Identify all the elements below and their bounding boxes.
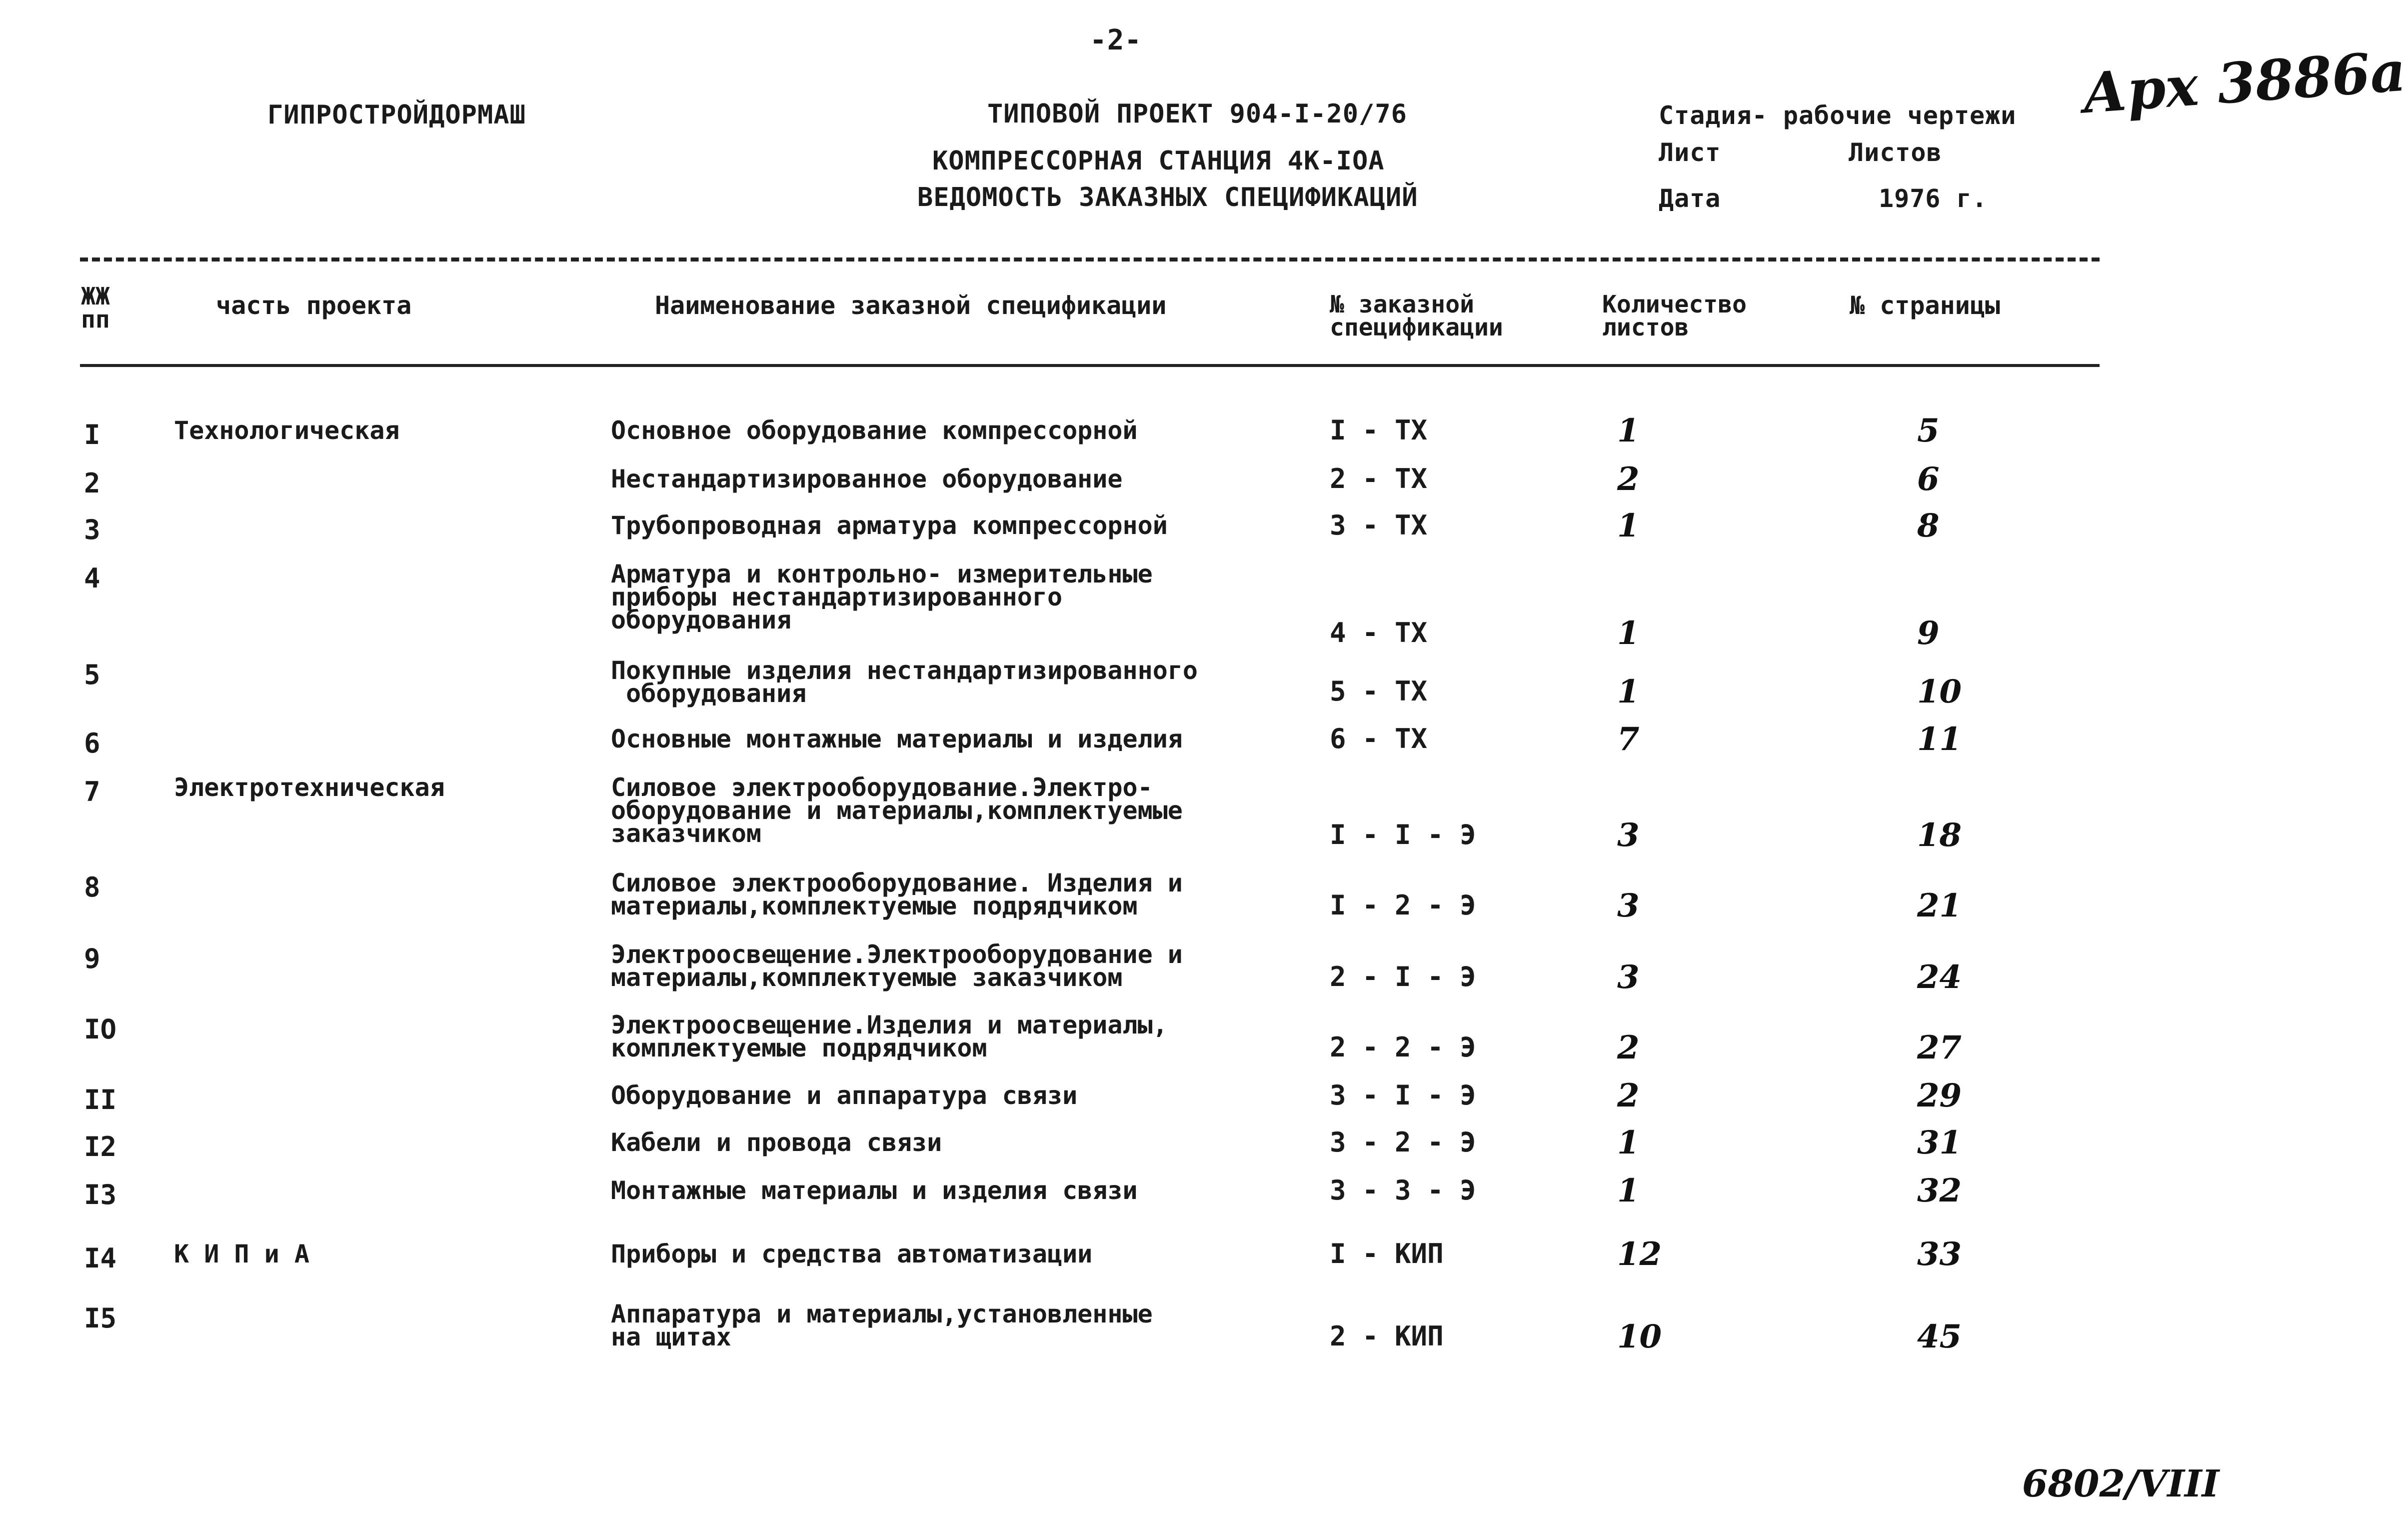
- spec-name-line: Трубопроводная арматура компрессорной: [611, 511, 1168, 540]
- row-spec-code: I - TX: [1330, 414, 1428, 446]
- row-sheet-count: 2: [1617, 1077, 1640, 1114]
- header-bottom-rule: [80, 364, 2100, 367]
- row-spec-code: I - КИП: [1330, 1238, 1444, 1270]
- spec-name-line: Монтажные материалы и изделия связи: [611, 1176, 1138, 1205]
- row-number: 7: [84, 776, 100, 808]
- row-project-part: Технологическая: [174, 416, 400, 445]
- header-top-rule: [80, 258, 2100, 262]
- row-sheet-count: 1: [1617, 412, 1640, 450]
- row-sheet-count: 3: [1617, 816, 1640, 854]
- row-spec-code: 3 - 2 - Э: [1330, 1126, 1476, 1158]
- row-project-part: К И П и А: [174, 1240, 309, 1268]
- spec-name-line: комплектуемые подрядчиком: [611, 1034, 987, 1062]
- row-page-number: 11: [1917, 720, 1962, 758]
- row-spec-code: 3 - 3 - Э: [1330, 1174, 1476, 1206]
- row-sheet-count: 3: [1617, 958, 1640, 996]
- row-number: I2: [84, 1131, 117, 1162]
- spec-name-line: Оборудование и аппаратура связи: [611, 1081, 1078, 1110]
- row-spec-name: [611, 562, 1153, 632]
- archive-note: Арх 3886а: [2080, 38, 2408, 126]
- row-spec-name: [611, 1176, 1138, 1205]
- column-part-header: часть проекта: [216, 291, 412, 320]
- row-page-number: 32: [1917, 1172, 1962, 1210]
- row-sheet-count: 3: [1617, 887, 1640, 924]
- row-sheet-count: 12: [1617, 1236, 1662, 1273]
- spec-name-line: Основное оборудование компрессорной: [611, 416, 1138, 445]
- row-sheet-count: 1: [1617, 1124, 1640, 1162]
- spec-name-line: на щитах: [611, 1322, 731, 1352]
- row-spec-code: 2 - 2 - Э: [1330, 1032, 1476, 1063]
- spec-name-line: Нестандартизированное оборудование: [611, 464, 1123, 494]
- row-project-part: Электротехническая: [174, 773, 445, 802]
- row-page-number: 24: [1917, 958, 1962, 996]
- sheets-count-label: Листов: [1849, 138, 1942, 167]
- spec-name-line: Аппаратура и материалы,установленные: [611, 1300, 1153, 1328]
- date-label: Дата: [1659, 184, 1721, 213]
- spec-name-line: Арматура и контрольно- измерительные: [611, 560, 1153, 588]
- row-spec-code: I - 2 - Э: [1330, 890, 1476, 921]
- row-page-number: 8: [1917, 507, 1940, 544]
- spec-name-line: Основные монтажные материалы и изделия: [611, 724, 1183, 754]
- row-page-number: 33: [1917, 1236, 1962, 1273]
- row-page-number: 10: [1917, 673, 1962, 710]
- sheet-label: Лист: [1659, 138, 1721, 167]
- row-page-number: 18: [1917, 816, 1962, 854]
- row-spec-name: [611, 656, 1198, 708]
- spec-name-line: Кабели и провода связи: [611, 1128, 942, 1157]
- column-number-header: ЖЖ пп: [81, 282, 110, 334]
- row-number: I4: [84, 1242, 117, 1274]
- spec-name-line: Силовое электрооборудование.Электро-: [611, 773, 1153, 802]
- row-spec-name: [611, 1081, 1078, 1110]
- column-code-header: № заказной спецификации: [1330, 290, 1503, 342]
- column-page-header: № страницы: [1850, 291, 2001, 320]
- row-number: 4: [84, 562, 100, 594]
- row-number: 8: [84, 872, 100, 903]
- stage-label: Стадия- рабочие чертежи: [1659, 101, 2017, 130]
- spec-name-line: оборудования: [611, 606, 792, 634]
- row-spec-name: [611, 511, 1168, 540]
- row-page-number: 9: [1917, 614, 1940, 652]
- row-number: II: [84, 1084, 117, 1116]
- project-subtitle: КОМПРЕССОРНАЯ СТАНЦИЯ 4К-IOA: [932, 146, 1385, 176]
- row-spec-code: 2 - КИП: [1330, 1320, 1444, 1352]
- row-spec-name: [611, 416, 1138, 445]
- row-spec-name: [611, 1300, 1153, 1352]
- row-sheet-count: 1: [1617, 1172, 1640, 1210]
- row-spec-name: [611, 1242, 1092, 1266]
- row-page-number: 5: [1917, 412, 1940, 450]
- row-number: I: [84, 419, 100, 450]
- row-spec-code: 2 - TX: [1330, 463, 1428, 494]
- row-page-number: 29: [1917, 1077, 1962, 1114]
- row-number: 2: [84, 468, 100, 499]
- row-sheet-count: 10: [1617, 1318, 1662, 1356]
- row-spec-name: [611, 868, 1183, 920]
- row-number: IO: [84, 1014, 117, 1045]
- row-page-number: 21: [1917, 887, 1962, 924]
- row-number: I3: [84, 1179, 117, 1210]
- row-spec-name: [611, 724, 1183, 754]
- row-spec-code: I - I - Э: [1330, 819, 1476, 850]
- row-spec-name: [611, 940, 1183, 992]
- spec-name-line: Электроосвещение.Электрооборудование и: [611, 940, 1183, 969]
- row-spec-code: 3 - TX: [1330, 510, 1428, 541]
- row-spec-code: 5 - TX: [1330, 676, 1428, 707]
- row-sheet-count: 1: [1617, 614, 1640, 652]
- row-spec-name: [611, 1010, 1168, 1062]
- row-number: 3: [84, 514, 100, 546]
- row-sheet-count: 1: [1617, 673, 1640, 710]
- document-title: ВЕДОМОСТЬ ЗАКАЗНЫХ СПЕЦИФИКАЦИЙ: [917, 182, 1418, 212]
- spec-name-line: оборудования: [611, 679, 807, 708]
- row-page-number: 27: [1917, 1029, 1962, 1066]
- spec-name-line: приборы нестандартизированного: [611, 582, 1063, 612]
- spec-name-line: материалы,комплектуемые заказчиком: [611, 963, 1123, 992]
- footer-code: 6802/VIII: [2022, 1462, 2220, 1506]
- row-sheet-count: 2: [1617, 1029, 1640, 1066]
- row-sheet-count: 1: [1617, 507, 1640, 544]
- row-page-number: 31: [1917, 1124, 1962, 1162]
- spec-name-line: Покупные изделия нестандартизированного: [611, 656, 1198, 685]
- row-spec-name: [611, 464, 1123, 494]
- row-spec-code: 3 - I - Э: [1330, 1080, 1476, 1111]
- row-spec-name: [611, 1128, 942, 1157]
- spec-name-line: Приборы и средства автоматизации: [611, 1240, 1093, 1268]
- row-sheet-count: 7: [1617, 720, 1640, 758]
- spec-name-line: Электроосвещение.Изделия и материалы,: [611, 1010, 1168, 1040]
- spec-name-line: оборудование и материалы,комплектуемые: [611, 796, 1183, 825]
- row-sheet-count: 2: [1617, 460, 1640, 498]
- row-spec-code: 6 - TX: [1330, 723, 1428, 754]
- row-number: 9: [84, 943, 100, 974]
- row-spec-name: [611, 773, 1183, 848]
- row-number: I5: [84, 1302, 117, 1334]
- row-number: 5: [84, 659, 100, 690]
- row-page-number: 6: [1917, 460, 1940, 498]
- date-value: 1976 г.: [1879, 184, 1988, 213]
- row-page-number: 45: [1917, 1318, 1962, 1356]
- page-number: -2-: [1090, 24, 1142, 56]
- row-spec-code: 4 - TX: [1330, 617, 1428, 648]
- column-qty-header: Количество листов: [1602, 290, 1747, 342]
- column-name-header: Наименование заказной спецификации: [655, 291, 1167, 320]
- organization-name: ГИПРОСТРОЙДОРМАШ: [267, 100, 526, 130]
- row-number: 6: [84, 728, 100, 759]
- spec-name-line: заказчиком: [611, 819, 762, 848]
- spec-name-line: Силовое электрооборудование. Изделия и: [611, 868, 1183, 898]
- row-spec-code: 2 - I - Э: [1330, 961, 1476, 992]
- project-title: ТИПОВОЙ ПРОЕКТ 904-I-20/76: [987, 99, 1407, 129]
- spec-name-line: материалы,комплектуемые подрядчиком: [611, 892, 1138, 920]
